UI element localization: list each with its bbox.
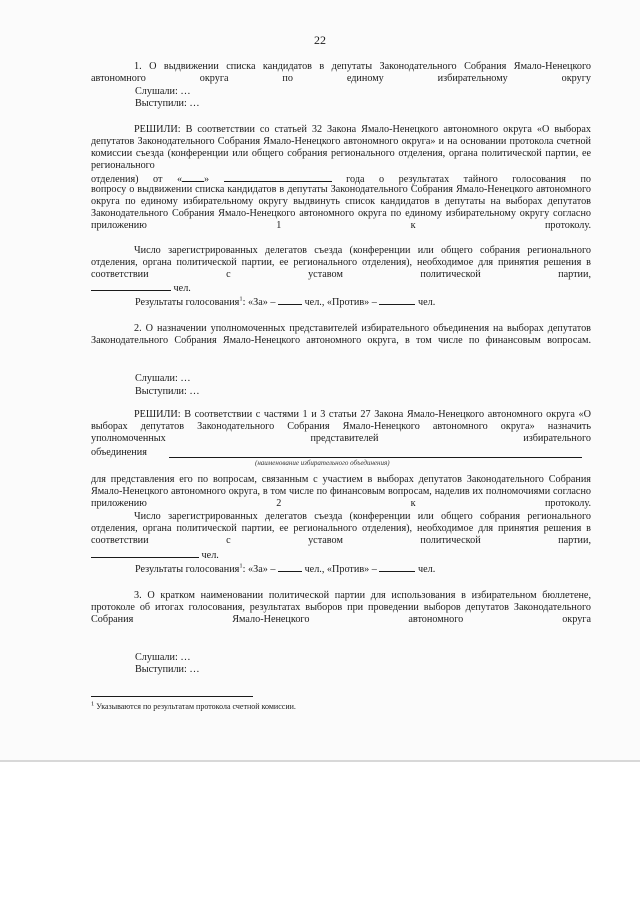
section1-decision: РЕШИЛИ: В соответствии со статьей 32 Закона Ямало-Ненецкого автономного округа «О выборах депутатов Законодательного Собрания Ямало-Ненецкого автономного округа» и на основании протокола счетной комиссии съезда (конференции или общего собрания регионального отделения, органа политической партии, ее регионального: [91, 124, 591, 172]
section1-delegates: Число зарегистрированных делегатов съезда (конференции или общего собрания регионального отделения, органа политической партии, ее регионального отделения), необходимое для принятия решения в соответствии с уставом политической партии,: [91, 245, 591, 281]
vote-label: Результаты голосования: [135, 564, 240, 575]
section2-heading: 2. О назначении уполномоченных представителей избирательного объединения на выборах депутатов Законодательного Собрания Ямало-Ненецкого автономного округа, в том числе по финансовым вопросам.: [91, 323, 591, 347]
delegates-blank: [91, 548, 199, 558]
footnote: [91, 702, 296, 711]
section1-delegates-count: [91, 281, 591, 295]
association-caption: (наименование избирательного объединения): [255, 459, 390, 467]
section1-spoke: Выступили: …: [135, 98, 200, 109]
vote-label: Результаты голосования: [135, 297, 240, 308]
footnote-mark: 1: [91, 700, 95, 708]
vote-for-label: : «За» –: [242, 297, 276, 308]
association-name-blank: [169, 457, 582, 458]
date-suffix: года о результатах тайного голосования по: [346, 174, 591, 185]
vote-unit: чел.: [417, 564, 436, 575]
section1-decision-cont: вопросу о выдвижении списка кандидатов в депутаты Законодательного Собрания Ямало-Ненецкого автономного округа по единому избирательному округу выдвинуть список кандидатов в депутаты на выборах депутатов Законодательного Собрания Ямало-Ненецкого автономного округа по единому избирательному округу согласно приложению 1 к протоколу.: [91, 184, 591, 232]
association-label: объединения: [91, 447, 147, 458]
section1-heading: 1. О выдвижении списка кандидатов в депутаты Законодательного Собрания Ямало-Ненецкого автономного округа по единому избирательному округу: [91, 61, 591, 85]
delegates-unit: чел.: [201, 550, 219, 561]
footnote-ref: 1: [239, 562, 243, 570]
section3-heard: Слушали: …: [135, 652, 191, 663]
vote-unit: чел.: [417, 297, 436, 308]
vote-against-blank: [379, 562, 415, 572]
footnote-ref: 1: [239, 295, 243, 303]
month-blank: [224, 172, 332, 182]
section2-vote-results: [91, 562, 635, 576]
section3-spoke: Выступили: …: [135, 664, 200, 675]
vote-for-blank: [278, 295, 302, 305]
section3-heading: 3. О кратком наименовании политической партии для использования в избирательном бюллетене, протоколе об итогах голосования, результатах выборов при проведении выборов депутатов Законодательного Собрания Ямало-Ненецкого автономного округа: [91, 590, 591, 626]
section1-vote-results: [91, 295, 635, 309]
footnote-text: Указываются по результатам протокола счетной комиссии.: [96, 702, 296, 711]
delegates-blank: [91, 281, 171, 291]
section2-decision-cont: для представления его по вопросам, связанным с участием в выборах депутатов Законодательного Собрания Ямало-Ненецкого автономного округа, в том числе по финансовым вопросам, наделив их полномочиями согласно приложению 2 к протоколу.: [91, 474, 591, 510]
section1-heard: Слушали: …: [135, 86, 191, 97]
page-edge: [0, 760, 640, 762]
date-prefix: отделения) от «: [91, 174, 183, 185]
section2-heard: Слушали: …: [135, 373, 191, 384]
delegates-unit: чел.: [173, 283, 191, 294]
vote-against-label: чел., «Против» –: [304, 297, 377, 308]
footnote-separator: [91, 696, 253, 697]
vote-for-blank: [278, 562, 302, 572]
section2-delegates-count: [91, 548, 591, 562]
vote-against-label: чел., «Против» –: [304, 564, 377, 575]
day-blank: [182, 172, 204, 182]
vote-against-blank: [379, 295, 415, 305]
date-quote: »: [204, 174, 210, 185]
section2-decision: РЕШИЛИ: В соответствии с частями 1 и 3 статьи 27 Закона Ямало-Ненецкого автономного округа «О выборах депутатов Законодательного Собрания Ямало-Ненецкого автономного округа» назначить уполномоченных представителей избирательного: [91, 409, 591, 445]
page-number: 22: [314, 33, 326, 47]
vote-for-label: : «За» –: [242, 564, 276, 575]
section2-delegates: Число зарегистрированных делегатов съезда (конференции или общего собрания регионального отделения, органа политической партии, ее регионального отделения), необходимое для принятия решения в соответствии с уставом политической партии,: [91, 511, 591, 547]
section2-spoke: Выступили: …: [135, 386, 200, 397]
